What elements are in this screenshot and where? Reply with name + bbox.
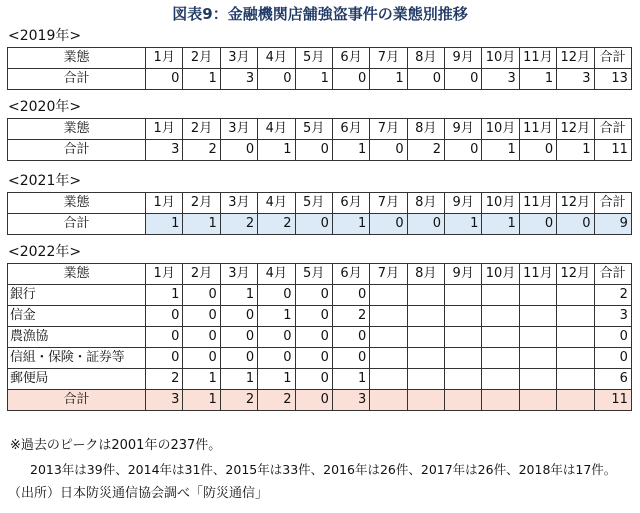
table-cell: 3: [482, 69, 519, 90]
table-row: [8, 369, 632, 390]
table-cell: 0: [258, 69, 295, 90]
month-header: 3月: [220, 48, 257, 69]
table-cell: [519, 285, 556, 306]
table-cell: 0: [407, 214, 444, 235]
note-history: 2013年は39件、2014年は31件、2015年は33件、2016年は26件、2017年は26件、2018年は17件。: [30, 462, 617, 477]
header-label: 業態: [8, 193, 146, 214]
month-header: 5月: [295, 193, 332, 214]
table-cell: [370, 327, 407, 348]
month-header: 10月: [482, 193, 519, 214]
table-row: [8, 285, 632, 306]
month-header: 3月: [220, 119, 257, 140]
table-cell: 0: [220, 140, 257, 161]
month-header: 5月: [295, 48, 332, 69]
table-cell: 0: [407, 69, 444, 90]
table-cell: 1: [445, 214, 482, 235]
note-peak: ※過去のピークは2001年の237件。: [10, 438, 222, 453]
table-cell: [370, 369, 407, 390]
table-cell: 0: [295, 348, 332, 369]
table-cell: [407, 327, 444, 348]
row-label: 合計: [8, 214, 146, 235]
month-header: 9月: [445, 119, 482, 140]
table-header-row: [8, 193, 632, 214]
table-cell: 1: [332, 369, 369, 390]
table-row: [8, 69, 632, 90]
table-cell: 1: [146, 214, 183, 235]
month-header: 8月: [407, 119, 444, 140]
month-header: 7月: [370, 48, 407, 69]
table-cell: 1: [220, 285, 257, 306]
table-cell: 3: [146, 390, 183, 411]
row-label: 信組・保険・証券等: [8, 348, 146, 369]
table-cell: 1: [258, 140, 295, 161]
table-cell: 1: [258, 306, 295, 327]
table-cell: 0: [146, 348, 183, 369]
table-cell: 0: [332, 69, 369, 90]
month-header: 11月: [519, 48, 556, 69]
month-header: 12月: [557, 119, 594, 140]
table-cell: 2: [258, 214, 295, 235]
table-cell: [482, 369, 519, 390]
table-cell: [482, 348, 519, 369]
table-cell: [407, 306, 444, 327]
month-header: 2月: [183, 264, 220, 285]
table-cell: 1: [519, 69, 556, 90]
year-heading-2020: <2020年>: [8, 99, 82, 115]
table-cell: 0: [258, 327, 295, 348]
table-cell: [557, 285, 594, 306]
table-row: [8, 348, 632, 369]
table-cell: [370, 390, 407, 411]
month-header: 4月: [258, 48, 295, 69]
table-cell: 1: [220, 369, 257, 390]
table-cell: 1: [183, 390, 220, 411]
table-cell: 2: [220, 214, 257, 235]
month-header: 7月: [370, 264, 407, 285]
table-cell: 0: [594, 348, 631, 369]
table-cell: 0: [146, 69, 183, 90]
row-label: 合計: [8, 69, 146, 90]
table-cell: 9: [594, 214, 631, 235]
row-label: 郵便局: [8, 369, 146, 390]
table-cell: 6: [594, 369, 631, 390]
table-cell: 0: [220, 327, 257, 348]
table-cell: [519, 369, 556, 390]
table-cell: [519, 390, 556, 411]
month-header: 2月: [183, 119, 220, 140]
table-cell: [445, 348, 482, 369]
table-cell: 0: [295, 140, 332, 161]
month-header: 11月: [519, 193, 556, 214]
table-cell: 2: [146, 369, 183, 390]
table-cell: [445, 306, 482, 327]
table-header-row: [8, 264, 632, 285]
table-cell: 0: [146, 327, 183, 348]
month-header: 合計: [594, 119, 631, 140]
table-cell: 1: [370, 69, 407, 90]
table-cell: 0: [445, 140, 482, 161]
table-cell: [557, 369, 594, 390]
table-cell: 0: [146, 306, 183, 327]
month-header: 合計: [594, 264, 631, 285]
table-cell: 0: [295, 327, 332, 348]
table-cell: 3: [557, 69, 594, 90]
table-cell: 0: [332, 327, 369, 348]
table-cell: [519, 306, 556, 327]
table-cell: [482, 327, 519, 348]
table-row: [8, 390, 632, 411]
table-cell: 0: [332, 285, 369, 306]
table-cell: 0: [370, 140, 407, 161]
table-cell: [445, 285, 482, 306]
table-cell: [519, 348, 556, 369]
table-cell: [370, 348, 407, 369]
table-2019: [7, 47, 632, 90]
header-label: 業態: [8, 119, 146, 140]
table-row: [8, 327, 632, 348]
table-2021: [7, 192, 632, 235]
table-cell: 2: [407, 140, 444, 161]
table-cell: [482, 306, 519, 327]
month-header: 1月: [146, 193, 183, 214]
month-header: 6月: [332, 193, 369, 214]
table-cell: 1: [258, 369, 295, 390]
table-cell: 1: [183, 69, 220, 90]
table-cell: 0: [220, 348, 257, 369]
table-cell: 13: [594, 69, 631, 90]
table-2020: [7, 118, 632, 161]
month-header: 7月: [370, 193, 407, 214]
table-header-row: [8, 48, 632, 69]
month-header: 12月: [557, 264, 594, 285]
table-cell: [370, 306, 407, 327]
table-cell: [519, 327, 556, 348]
table-cell: [482, 390, 519, 411]
table-cell: 1: [332, 214, 369, 235]
table-cell: 0: [220, 306, 257, 327]
header-label: 業態: [8, 264, 146, 285]
table-cell: [557, 306, 594, 327]
month-header: 8月: [407, 48, 444, 69]
table-row: [8, 214, 632, 235]
table-cell: [407, 390, 444, 411]
table-cell: 2: [258, 390, 295, 411]
note-source: （出所）日本防災通信協会調べ「防災通信」: [8, 486, 269, 501]
table-cell: 1: [183, 214, 220, 235]
table-cell: 0: [183, 348, 220, 369]
month-header: 10月: [482, 48, 519, 69]
table-cell: 0: [445, 69, 482, 90]
month-header: 8月: [407, 264, 444, 285]
row-label: 合計: [8, 390, 146, 411]
table-cell: [482, 285, 519, 306]
table-cell: 1: [482, 140, 519, 161]
row-label: 信金: [8, 306, 146, 327]
month-header: 3月: [220, 264, 257, 285]
year-heading-2022: <2022年>: [8, 244, 82, 260]
table-cell: 0: [295, 369, 332, 390]
table-cell: 0: [332, 348, 369, 369]
month-header: 12月: [557, 193, 594, 214]
year-heading-2019: <2019年>: [8, 28, 82, 44]
table-cell: 0: [295, 285, 332, 306]
month-header: 9月: [445, 264, 482, 285]
table-cell: 2: [594, 285, 631, 306]
table-cell: 0: [258, 285, 295, 306]
table-cell: [557, 390, 594, 411]
month-header: 1月: [146, 264, 183, 285]
table-header-row: [8, 119, 632, 140]
table-cell: 0: [258, 348, 295, 369]
table-cell: [557, 348, 594, 369]
month-header: 12月: [557, 48, 594, 69]
table-cell: [370, 285, 407, 306]
table-cell: [445, 327, 482, 348]
table-cell: 2: [220, 390, 257, 411]
table-cell: 1: [146, 285, 183, 306]
year-heading-2021: <2021年>: [8, 173, 82, 189]
table-cell: [407, 348, 444, 369]
table-cell: [557, 327, 594, 348]
table-cell: 0: [557, 214, 594, 235]
table-cell: 0: [183, 327, 220, 348]
table-cell: 1: [183, 369, 220, 390]
month-header: 5月: [295, 119, 332, 140]
month-header: 8月: [407, 193, 444, 214]
table-cell: 0: [295, 390, 332, 411]
month-header: 6月: [332, 119, 369, 140]
month-header: 9月: [445, 193, 482, 214]
table-cell: 0: [370, 214, 407, 235]
figure-title: 図表9：金融機関店舗強盗事件の業態別推移: [172, 5, 468, 23]
table-cell: 1: [482, 214, 519, 235]
table-cell: 0: [295, 306, 332, 327]
month-header: 10月: [482, 264, 519, 285]
table-cell: 0: [519, 140, 556, 161]
month-header: 3月: [220, 193, 257, 214]
table-cell: 2: [332, 306, 369, 327]
table-cell: 0: [295, 214, 332, 235]
month-header: 4月: [258, 193, 295, 214]
table-cell: 0: [183, 306, 220, 327]
month-header: 4月: [258, 119, 295, 140]
table-row: [8, 306, 632, 327]
month-header: 合計: [594, 48, 631, 69]
header-label: 業態: [8, 48, 146, 69]
table-cell: [407, 285, 444, 306]
table-cell: 1: [557, 140, 594, 161]
month-header: 1月: [146, 119, 183, 140]
table-cell: 0: [183, 285, 220, 306]
month-header: 4月: [258, 264, 295, 285]
table-cell: 1: [332, 140, 369, 161]
month-header: 10月: [482, 119, 519, 140]
table-cell: 3: [594, 306, 631, 327]
table-cell: 1: [295, 69, 332, 90]
table-cell: 11: [594, 140, 631, 161]
table-row: [8, 140, 632, 161]
row-label: 銀行: [8, 285, 146, 306]
table-cell: [407, 369, 444, 390]
month-header: 6月: [332, 48, 369, 69]
table-cell: [445, 390, 482, 411]
month-header: 2月: [183, 193, 220, 214]
month-header: 11月: [519, 264, 556, 285]
table-cell: 11: [594, 390, 631, 411]
table-cell: 0: [594, 327, 631, 348]
month-header: 5月: [295, 264, 332, 285]
month-header: 2月: [183, 48, 220, 69]
month-header: 11月: [519, 119, 556, 140]
month-header: 6月: [332, 264, 369, 285]
month-header: 7月: [370, 119, 407, 140]
table-cell: [445, 369, 482, 390]
table-2022: [7, 263, 632, 411]
month-header: 9月: [445, 48, 482, 69]
row-label: 合計: [8, 140, 146, 161]
table-cell: 3: [332, 390, 369, 411]
month-header: 合計: [594, 193, 631, 214]
table-cell: 3: [146, 140, 183, 161]
table-cell: 2: [183, 140, 220, 161]
table-cell: 3: [220, 69, 257, 90]
table-cell: 0: [519, 214, 556, 235]
month-header: 1月: [146, 48, 183, 69]
row-label: 農漁協: [8, 327, 146, 348]
